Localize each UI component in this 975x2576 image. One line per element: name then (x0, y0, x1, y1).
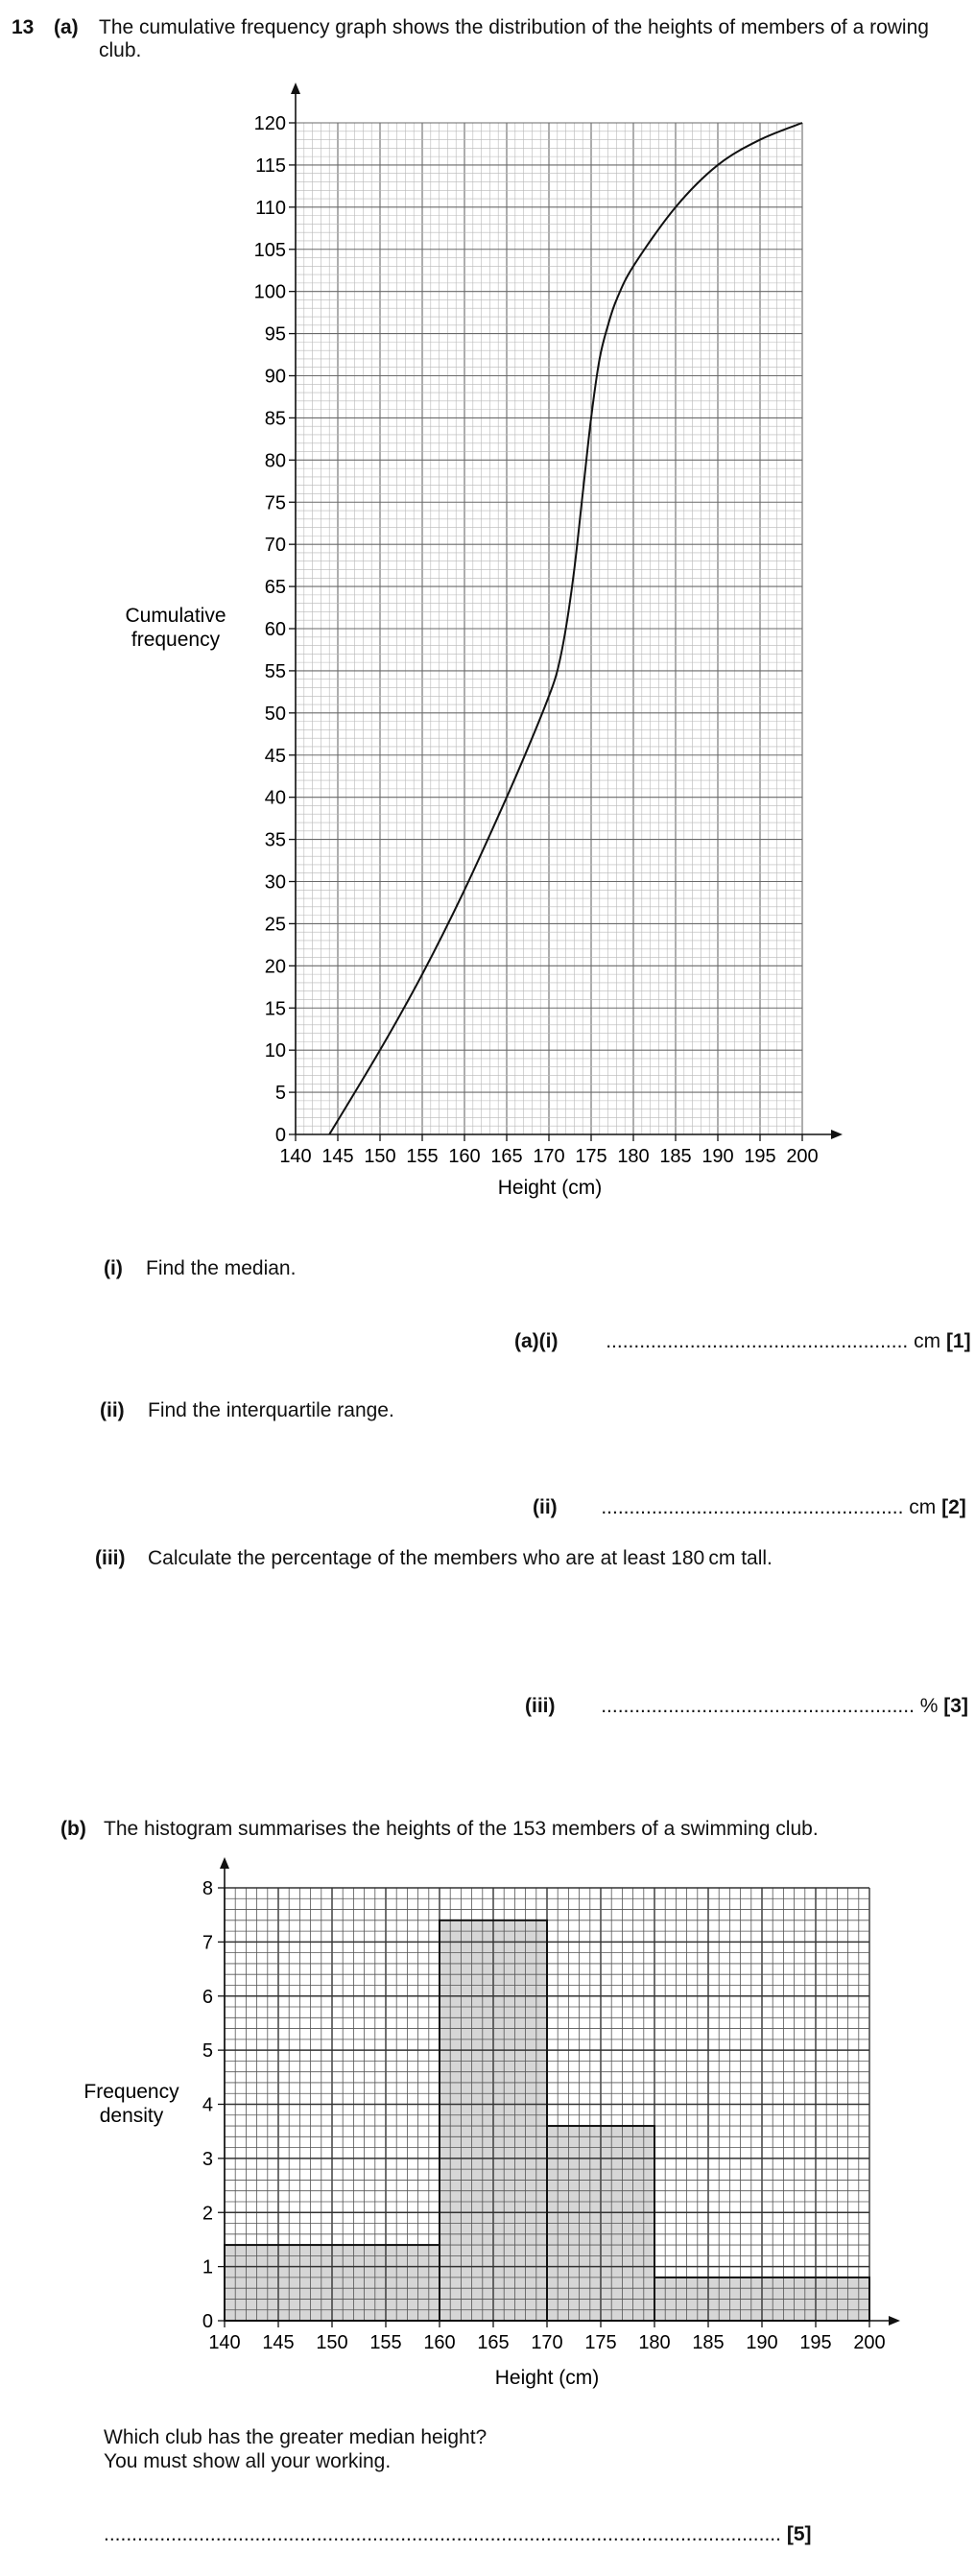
hist-y-tick-label: 5 (202, 2040, 213, 2063)
cf-x-tick-label: 150 (364, 1146, 396, 1167)
cf-y-arrow (291, 83, 300, 94)
cf-y-tick-label: 25 (264, 914, 286, 936)
histogram-chart (0, 1852, 975, 2399)
cf-y-tick-label: 115 (255, 155, 286, 177)
hist-y-tick-label: 1 (202, 2256, 213, 2278)
cf-x-tick-label: 140 (279, 1146, 312, 1167)
cf-x-tick-label: 145 (321, 1146, 354, 1167)
cf-x-tick-label: 185 (659, 1146, 692, 1167)
hist-x-arrow (889, 2316, 900, 2326)
part-b-question-line1: Which club has the greater median height? (104, 2426, 488, 2448)
part-ii-label: (ii) (100, 1399, 125, 1421)
cf-y-tick-label: 110 (255, 197, 286, 219)
cf-y-tick-label: 15 (264, 998, 286, 1020)
hist-x-tick-label: 145 (262, 2332, 295, 2353)
part-b-text: The histogram summarises the heights of the 153 members of a swimming club. (104, 1818, 819, 1840)
cf-y-tick-label: 20 (264, 956, 286, 978)
part-iii-text: Calculate the percentage of the members who are at least 180 cm tall. (148, 1547, 773, 1569)
answer-line-i[interactable] (514, 1330, 971, 1353)
hist-x-tick-label: 185 (692, 2332, 725, 2353)
part-a-intro-line2: club. (99, 39, 142, 61)
cf-y-tick-label: 40 (264, 787, 286, 809)
hist-ylabel-line2: density (99, 2105, 164, 2127)
cf-ylabel-line2: frequency (131, 629, 221, 651)
marks-iii: [3] (943, 1695, 968, 1717)
part-b-label: (b) (60, 1818, 86, 1840)
cf-y-tick-label: 35 (264, 829, 286, 851)
answer-unit-ii: cm (909, 1496, 937, 1518)
cf-y-tick-label: 50 (264, 703, 286, 725)
cf-y-tick-label: 5 (274, 1083, 286, 1105)
cf-y-tick-label: 55 (264, 660, 286, 682)
hist-ylabel-line1: Frequency (83, 2081, 179, 2103)
cf-y-tick-label: 80 (264, 450, 286, 472)
cf-ylabel-line1: Cumulative (125, 605, 226, 627)
answer-unit-iii: % (919, 1695, 939, 1717)
cf-grid (296, 123, 802, 1134)
cf-y-tick-label: 100 (253, 281, 286, 303)
part-a-label: (a) (54, 16, 79, 38)
hist-x-tick-label: 165 (477, 2332, 510, 2353)
histogram-x-ticks (208, 2321, 885, 2353)
hist-x-tick-label: 160 (423, 2332, 456, 2353)
question-number: 13 (12, 16, 35, 38)
cf-x-tick-label: 180 (617, 1146, 650, 1167)
hist-y-arrow (220, 1857, 229, 1869)
part-ii-text: Find the interquartile range. (148, 1399, 394, 1421)
cf-y-ticks (254, 113, 296, 1146)
cumulative-frequency-chart (0, 67, 975, 1209)
marks-i: [1] (945, 1330, 971, 1352)
cf-x-tick-label: 175 (575, 1146, 607, 1167)
cf-x-tick-label: 190 (702, 1146, 734, 1167)
cf-x-arrow (831, 1130, 843, 1139)
marks-ii: [2] (941, 1496, 966, 1518)
hist-y-tick-label: 3 (202, 2148, 213, 2170)
answer-dots-b: ......................................................................................................................... (104, 2523, 781, 2545)
answer-dots-ii: ...................................................... (601, 1496, 904, 1518)
cf-y-tick-label: 75 (264, 492, 286, 514)
cf-x-tick-label: 165 (490, 1146, 523, 1167)
cf-y-tick-label: 105 (253, 239, 286, 261)
answer-label-iii: (iii) (525, 1695, 556, 1717)
cf-y-tick-label: 120 (253, 113, 286, 134)
hist-y-tick-label: 0 (202, 2311, 213, 2332)
part-a-intro-line1: The cumulative frequency graph shows the distribution of the heights of members of a rowing (99, 16, 929, 38)
cf-y-tick-label: 45 (264, 745, 286, 767)
answer-label-i: (a)(i) (514, 1330, 559, 1352)
hist-y-tick-label: 8 (202, 1878, 213, 1899)
answer-line-b[interactable] (104, 2523, 812, 2546)
hist-x-tick-label: 190 (746, 2332, 778, 2353)
hist-y-tick-label: 4 (202, 2094, 213, 2116)
hist-y-tick-label: 7 (202, 1932, 213, 1954)
answer-line-iii[interactable] (525, 1695, 968, 1718)
cf-y-tick-label: 30 (264, 871, 286, 894)
hist-y-tick-label: 6 (202, 1986, 213, 2008)
cf-y-tick-label: 60 (264, 619, 286, 640)
hist-x-tick-label: 140 (208, 2332, 241, 2353)
cf-xlabel: Height (cm) (497, 1177, 603, 1199)
cf-y-tick-label: 95 (264, 323, 286, 346)
cf-x-tick-label: 160 (448, 1146, 481, 1167)
hist-xlabel: Height (cm) (494, 2367, 600, 2389)
hist-x-tick-label: 195 (799, 2332, 832, 2353)
hist-x-tick-label: 175 (584, 2332, 617, 2353)
cf-x-tick-label: 155 (406, 1146, 439, 1167)
answer-dots-iii: ........................................................ (601, 1695, 915, 1717)
cf-y-tick-label: 85 (264, 408, 286, 430)
cf-x-tick-label: 195 (744, 1146, 776, 1167)
hist-x-tick-label: 150 (316, 2332, 348, 2353)
hist-x-tick-label: 170 (531, 2332, 563, 2353)
answer-dots-i: ...................................................... (606, 1330, 909, 1352)
part-b-question-line2: You must show all your working. (104, 2450, 392, 2472)
cf-y-tick-label: 65 (264, 577, 286, 599)
hist-x-tick-label: 180 (638, 2332, 671, 2353)
cf-x-ticks (279, 1134, 818, 1167)
cf-y-tick-label: 0 (274, 1125, 286, 1146)
answer-unit-i: cm (914, 1330, 941, 1352)
answer-label-ii: (ii) (533, 1496, 558, 1518)
cf-y-tick-label: 90 (264, 366, 286, 388)
cf-x-tick-label: 170 (533, 1146, 565, 1167)
answer-line-ii[interactable] (533, 1496, 966, 1519)
hist-x-tick-label: 155 (369, 2332, 402, 2353)
part-i-text: Find the median. (146, 1257, 297, 1279)
cf-y-tick-label: 10 (264, 1040, 286, 1062)
hist-x-tick-label: 200 (853, 2332, 886, 2353)
cf-x-tick-label: 200 (786, 1146, 819, 1167)
histogram-y-ticks (202, 1878, 225, 2332)
hist-y-tick-label: 2 (202, 2203, 213, 2225)
part-i-label: (i) (104, 1257, 123, 1279)
part-iii-label: (iii) (95, 1547, 126, 1569)
marks-b: [5] (786, 2523, 812, 2545)
cf-y-tick-label: 70 (264, 535, 286, 557)
